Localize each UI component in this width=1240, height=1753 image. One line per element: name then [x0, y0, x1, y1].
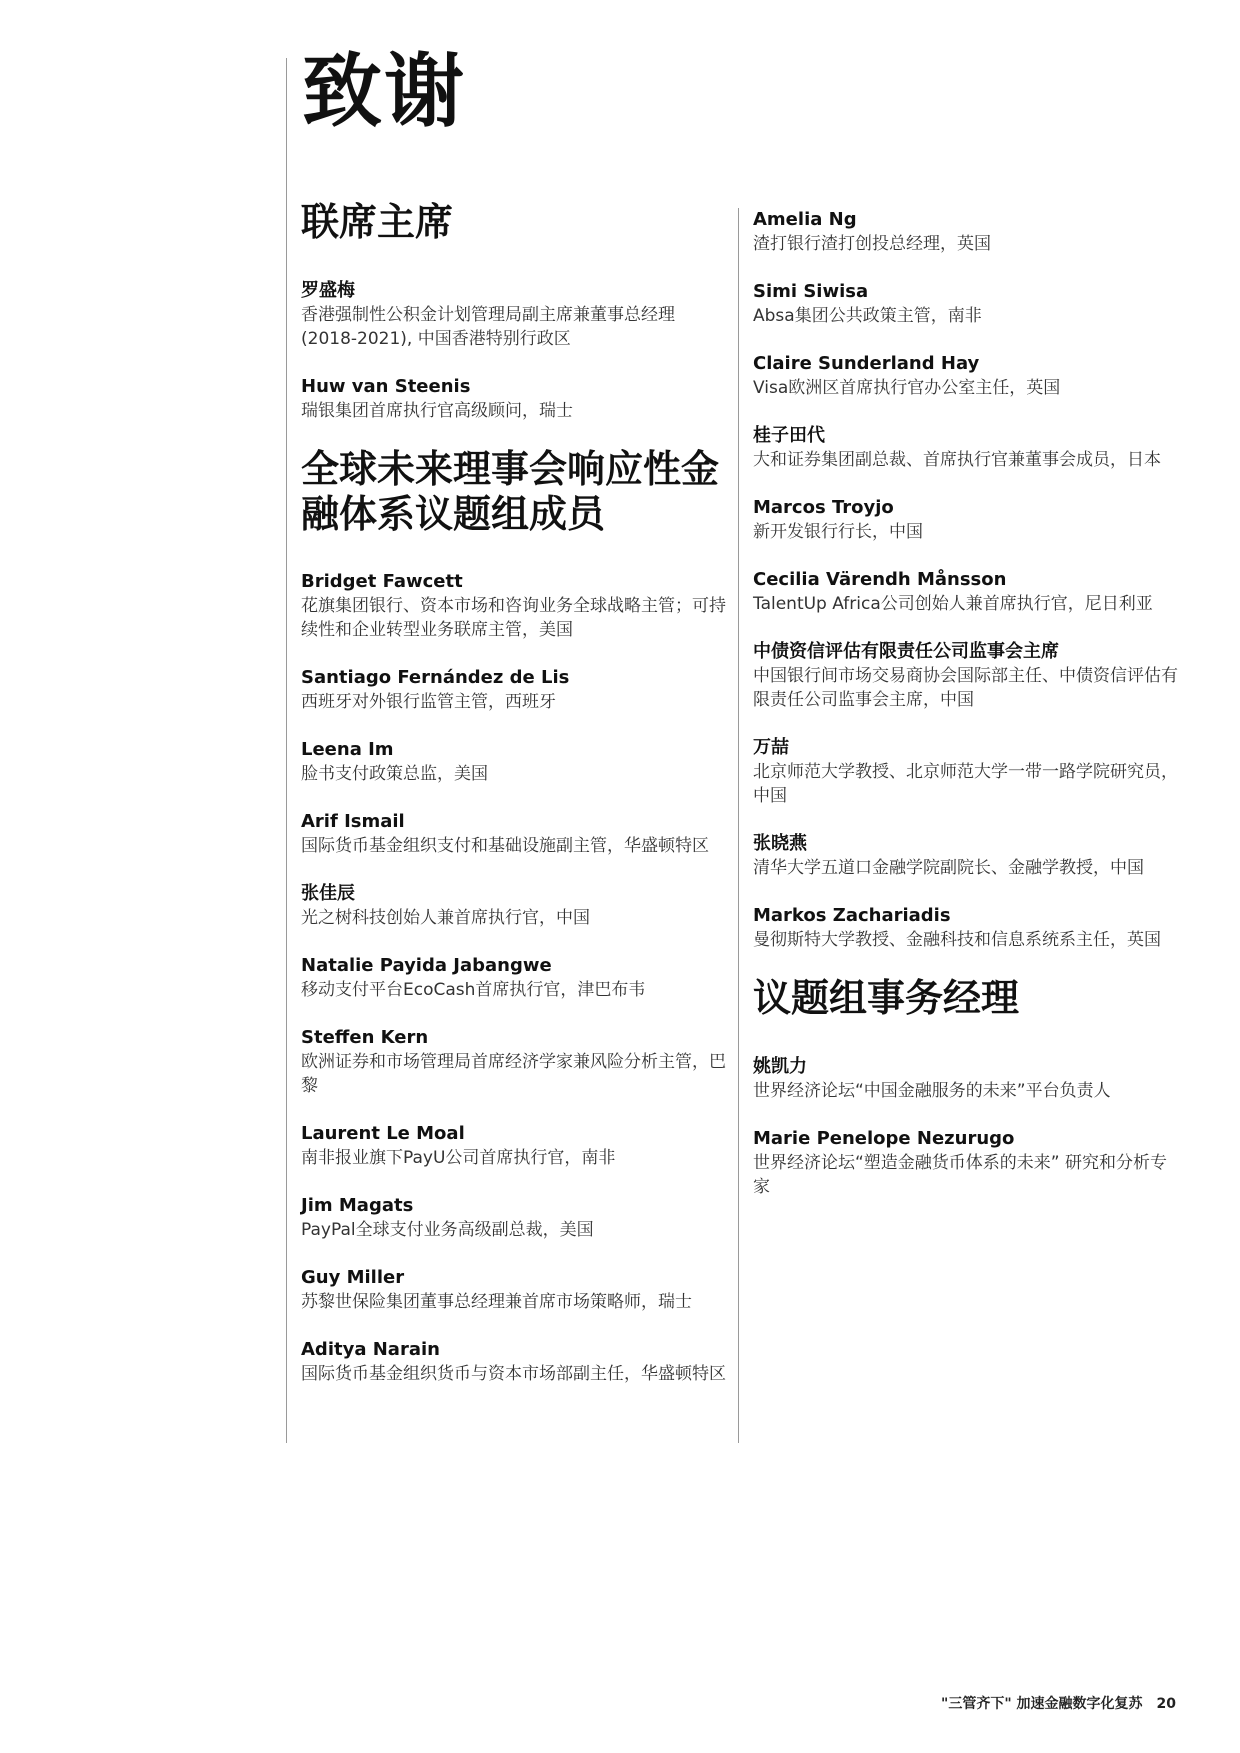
member-entry — [753, 904, 1183, 952]
member-name: Santiago Fernández de Lis — [301, 667, 570, 689]
left-column — [301, 200, 726, 1410]
section-heading-council-members: 全球未来理事会响应性金融体系议题组成员 — [301, 446, 720, 536]
member-name: Steffen Kern — [301, 1027, 429, 1049]
member-name: 张佳辰 — [301, 883, 355, 905]
member-role: 大和证券集团副总裁、首席执行官兼董事会成员，日本 — [753, 450, 1161, 470]
project-managers-list — [753, 1055, 1183, 1199]
member-role: PayPal全球支付业务高级副总裁，美国 — [301, 1220, 594, 1241]
middle-rule — [738, 208, 739, 1443]
member-entry — [753, 1055, 1183, 1103]
right-column — [753, 208, 1183, 1223]
member-entry — [753, 568, 1183, 616]
member-entry — [753, 736, 1183, 808]
member-entry — [753, 832, 1183, 880]
member-role: 移动支付平台EcoCash首席执行官，津巴布韦 — [301, 980, 646, 1001]
member-name: Aditya Narain — [301, 1339, 440, 1361]
member-role: 清华大学五道口金融学院副院长、金融学教授，中国 — [753, 858, 1144, 878]
member-role: 脸书支付政策总监，美国 — [301, 764, 488, 785]
member-role: 南非报业旗下PayU公司首席执行官，南非 — [301, 1148, 616, 1169]
council-members-list-continued — [753, 208, 1183, 952]
member-role: 世界经济论坛“塑造金融货币体系的未来” 研究和分析专家 — [753, 1152, 1168, 1197]
section-heading-co-chairs: 联席主席 — [301, 200, 454, 244]
member-name: Laurent Le Moal — [301, 1123, 465, 1145]
member-name: Leena Im — [301, 739, 394, 761]
member-role: 渣打银行渣打创投总经理，英国 — [753, 234, 991, 254]
member-entry — [301, 882, 726, 930]
member-entry — [753, 424, 1183, 472]
left-rule — [286, 58, 287, 1443]
council-members-list — [301, 570, 726, 1386]
member-entry — [301, 279, 726, 351]
member-role: 中国银行间市场交易商协会国际部主任、中债资信评估有限责任公司监事会主席，中国 — [753, 666, 1178, 710]
member-role: Absa集团公共政策主管，南非 — [753, 306, 982, 326]
member-entry — [301, 810, 726, 858]
member-entry — [301, 1194, 726, 1242]
member-name: Markos Zachariadis — [753, 905, 951, 926]
member-name: Huw van Steenis — [301, 375, 471, 397]
section-heading-project-managers: 议题组事务经理 — [753, 976, 1020, 1020]
member-name: Natalie Payida Jabangwe — [301, 955, 552, 977]
page-footer — [941, 1693, 1176, 1713]
member-role: 新开发银行行长，中国 — [753, 522, 923, 542]
member-name: Guy Miller — [301, 1267, 405, 1289]
member-name: 张晓燕 — [753, 833, 807, 854]
member-role: 苏黎世保险集团董事总经理兼首席市场策略师，瑞士 — [301, 1292, 692, 1313]
page-title: 致谢 — [302, 45, 466, 138]
member-role: 光之树科技创始人兼首席执行官，中国 — [301, 908, 590, 929]
page-number: 20 — [1156, 1696, 1176, 1712]
member-role: 国际货币基金组织支付和基础设施副主管，华盛顿特区 — [301, 836, 709, 857]
member-entry — [301, 375, 726, 423]
member-name: 万喆 — [753, 737, 789, 758]
member-role: TalentUp Africa公司创始人兼首席执行官，尼日利亚 — [753, 594, 1153, 614]
member-entry — [753, 640, 1183, 712]
member-role: 香港强制性公积金计划管理局副主席兼董事总经理(2018-2021), 中国香港特别行政区 — [301, 304, 675, 349]
member-entry — [301, 1122, 726, 1170]
member-name: Simi Siwisa — [753, 281, 869, 302]
member-role: 欧洲证券和市场管理局首席经济学家兼风险分析主管，巴黎 — [301, 1052, 726, 1097]
member-name: 姚凯力 — [753, 1055, 807, 1077]
member-entry — [753, 208, 1183, 256]
member-entry — [301, 954, 726, 1002]
member-role: Visa欧洲区首席执行官办公室主任，英国 — [753, 378, 1061, 398]
member-entry — [753, 496, 1183, 544]
member-name: 中债资信评估有限责任公司监事会主席 — [753, 641, 1059, 662]
member-entry — [301, 666, 726, 714]
member-name: Amelia Ng — [753, 209, 857, 230]
member-entry — [301, 1338, 726, 1386]
member-entry — [301, 570, 726, 642]
member-role: 花旗集团银行、资本市场和咨询业务全球战略主管；可持续性和企业转型业务联席主管，美国 — [301, 596, 726, 641]
member-role: 瑞银集团首席执行官高级顾问，瑞士 — [301, 400, 573, 421]
member-role: 曼彻斯特大学教授、金融科技和信息系统系主任，英国 — [753, 930, 1161, 950]
member-name: Claire Sunderland Hay — [753, 353, 980, 374]
member-name: Cecilia Värendh Månsson — [753, 569, 1007, 590]
member-name: Jim Magats — [301, 1195, 414, 1217]
footer-report-title: "三管齐下" 加速金融数字化复苏 — [941, 1696, 1143, 1712]
member-role: 世界经济论坛“中国金融服务的未来”平台负责人 — [753, 1080, 1111, 1101]
member-name: Marie Penelope Nezurugo — [753, 1127, 1015, 1149]
member-entry — [753, 352, 1183, 400]
member-name: 桂子田代 — [753, 425, 825, 446]
member-name: Bridget Fawcett — [301, 571, 463, 593]
member-entry — [753, 280, 1183, 328]
member-entry — [301, 1266, 726, 1314]
member-entry — [301, 738, 726, 786]
member-role: 西班牙对外银行监管主管，西班牙 — [301, 692, 556, 713]
member-name: Arif Ismail — [301, 811, 405, 833]
member-role: 国际货币基金组织货币与资本市场部副主任，华盛顿特区 — [301, 1364, 726, 1385]
member-entry — [753, 1127, 1183, 1199]
member-role: 北京师范大学教授、北京师范大学一带一路学院研究员，中国 — [753, 762, 1178, 806]
member-name: 罗盛梅 — [301, 279, 355, 301]
member-entry — [301, 1026, 726, 1098]
co-chairs-list — [301, 279, 726, 423]
member-name: Marcos Troyjo — [753, 497, 894, 518]
